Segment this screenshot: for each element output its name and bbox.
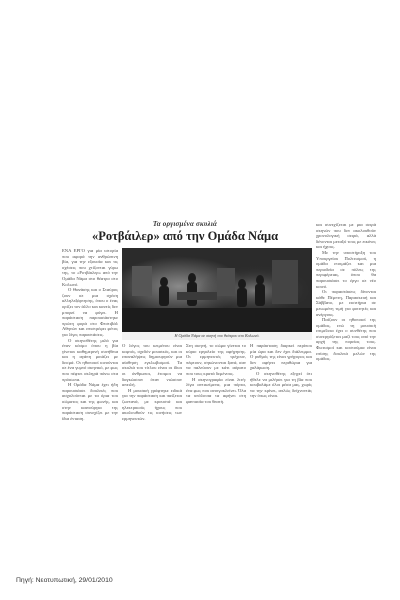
paragraph: ΕΝΑ ΕΡΓΟ για μία ιστορία που αφορά την ανθρώπινη βία, για την εξουσία και τις σχέσεις που χτίζονται γύρω της, το «Ροτβάιλερ» από την Ομάδα Νάμα στο θέατρο στο Κολωνό. bbox=[62, 248, 118, 287]
paragraph: Ο σκηνοθέτης εξηγεί ότι ήθελε να μιλήσει για τη βία που κουβαλάμε όλοι μέσα μας, χωρίς να την κρίνει, απλώς δείχνοντάς την όπως είναι. bbox=[250, 370, 312, 399]
article-photo bbox=[122, 248, 312, 333]
paragraph: Η Ομάδα Νάμα έχει ήδη παρουσιάσει δουλειές που ασχολούνται με τα όρια του σώματος και της φωνής, και στην καινούργια της παράσταση συνεχίζει με την ίδια ένταση. bbox=[62, 382, 118, 421]
paragraph: Η σκηνογραφία είναι λιτή: λίγα αντικείμενα, μια πόρτα, ένα φως που ανοιγοκλείνει. Όλα τα υπόλοιπα τα αφήνει στη φαντασία του θεατή. bbox=[186, 376, 246, 404]
paragraph: Παίζουν οι ηθοποιοί της ομάδας, ενώ τη μουσική επιμέλεια έχει ο συνθέτης που συνεργάζεται μαζί τους από την αρχή της πορείας τους. Φωτισμοί και κοστούμια είναι επίσης δουλειά μελών της ομάδας. bbox=[316, 317, 376, 362]
paragraph: Με την υποστήριξη του Υπουργείου Πολιτισμού, η ομάδα ετοιμάζει και μια περιοδεία σε πόλεις της περιφέρειας, όπου θα παρουσιάσει το έργο σε νέο κοινό. bbox=[316, 249, 376, 289]
paragraph: Στη σκηνή, το σώμα γίνεται το κύριο εργαλείο της αφήγησης. Οι ερμηνευτές τρέχουν, πέφτουν, σηκώνονται ξανά, σαν να παλεύουν με κάτι αόρατο που τους κρατά δεμένους. bbox=[186, 343, 246, 376]
paragraph: Η παράσταση διαρκεί περίπου μία ώρα και δεν έχει διάλειμμα. Ο ρυθμός της είναι γρήγορος και δεν αφήνει περιθώρια για χαλάρωση. bbox=[250, 343, 312, 371]
paragraph: Η μουσική γράφτηκε ειδικά για την παράσταση και παίζεται ζωντανά, με κρουστά και ηλεκτρικούς ήχους που ακολουθούν τις κινήσεις των ερμηνευτών. bbox=[122, 387, 182, 421]
article-column-3 bbox=[186, 343, 246, 488]
photo-caption: Η Ομάδα Νάμα σε σκηνή του θεάτρου στο Κολωνό. bbox=[122, 332, 312, 340]
article-column-4 bbox=[250, 343, 312, 488]
article-column-2 bbox=[122, 343, 182, 488]
stage-photo-image bbox=[122, 248, 312, 333]
paragraph: Ο Θανάσης και ο Σταύρος ζουν σε μια σχέση αλληλεξάρτησης, όπου ο ένας ορίζει τον άλλο και κανείς δεν μπορεί να φύγει. Η παράσταση παρουσιάστηκε πρώτη φορά στο Φεστιβάλ Αθηνών και επιστρέφει φέτος για λίγες παραστάσεις. bbox=[62, 287, 118, 337]
paragraph: Ο λόγος του κειμένου είναι κοφτός, σχεδόν μουσικός, και οι επαναλήψεις δημιουργούν μια αίσθηση εγκλωβισμού. Τα σκυλιά του τίτλου είναι οι ίδιοι οι άνθρωποι, έτοιμοι να δαγκώσουν όταν νιώσουν απειλή. bbox=[122, 343, 182, 388]
paragraph: Οι παραστάσεις δίνονται κάθε Πέμπτη, Παρασκευή και Σάββατο, με εισιτήρια σε μειωμένη τιμή για φοιτητές και ανέργους. bbox=[316, 289, 376, 317]
source-attribution: Πηγή: Νεοτυπωτική, 29/01/2010 bbox=[16, 577, 113, 584]
article-kicker: Τα οργισμένα σκυλιά bbox=[152, 220, 218, 228]
article-headline: «Ροτβάιλερ» από την Ομάδα Νάμα bbox=[91, 229, 279, 243]
paragraph: Ο σκηνοθέτης μιλά για έναν κόσμο όπου η βία γίνεται καθημερινή συνήθεια και η αγάπη μοιάζει με δεσμά. Οι ηθοποιοί κινούνται σε ένα γυμνό σκηνικό, με φως που πέφτει σκληρά πάνω στα πρόσωπα. bbox=[62, 337, 118, 382]
article-column-1 bbox=[62, 248, 118, 486]
article-column-5 bbox=[316, 222, 376, 488]
paragraph: και συνεχίζεται με μια σειρά σκηνών που δεν ακολουθούν χρονολογική σειρά, αλλά δένονται μεταξύ τους με εικόνες και ήχους. bbox=[316, 222, 376, 250]
